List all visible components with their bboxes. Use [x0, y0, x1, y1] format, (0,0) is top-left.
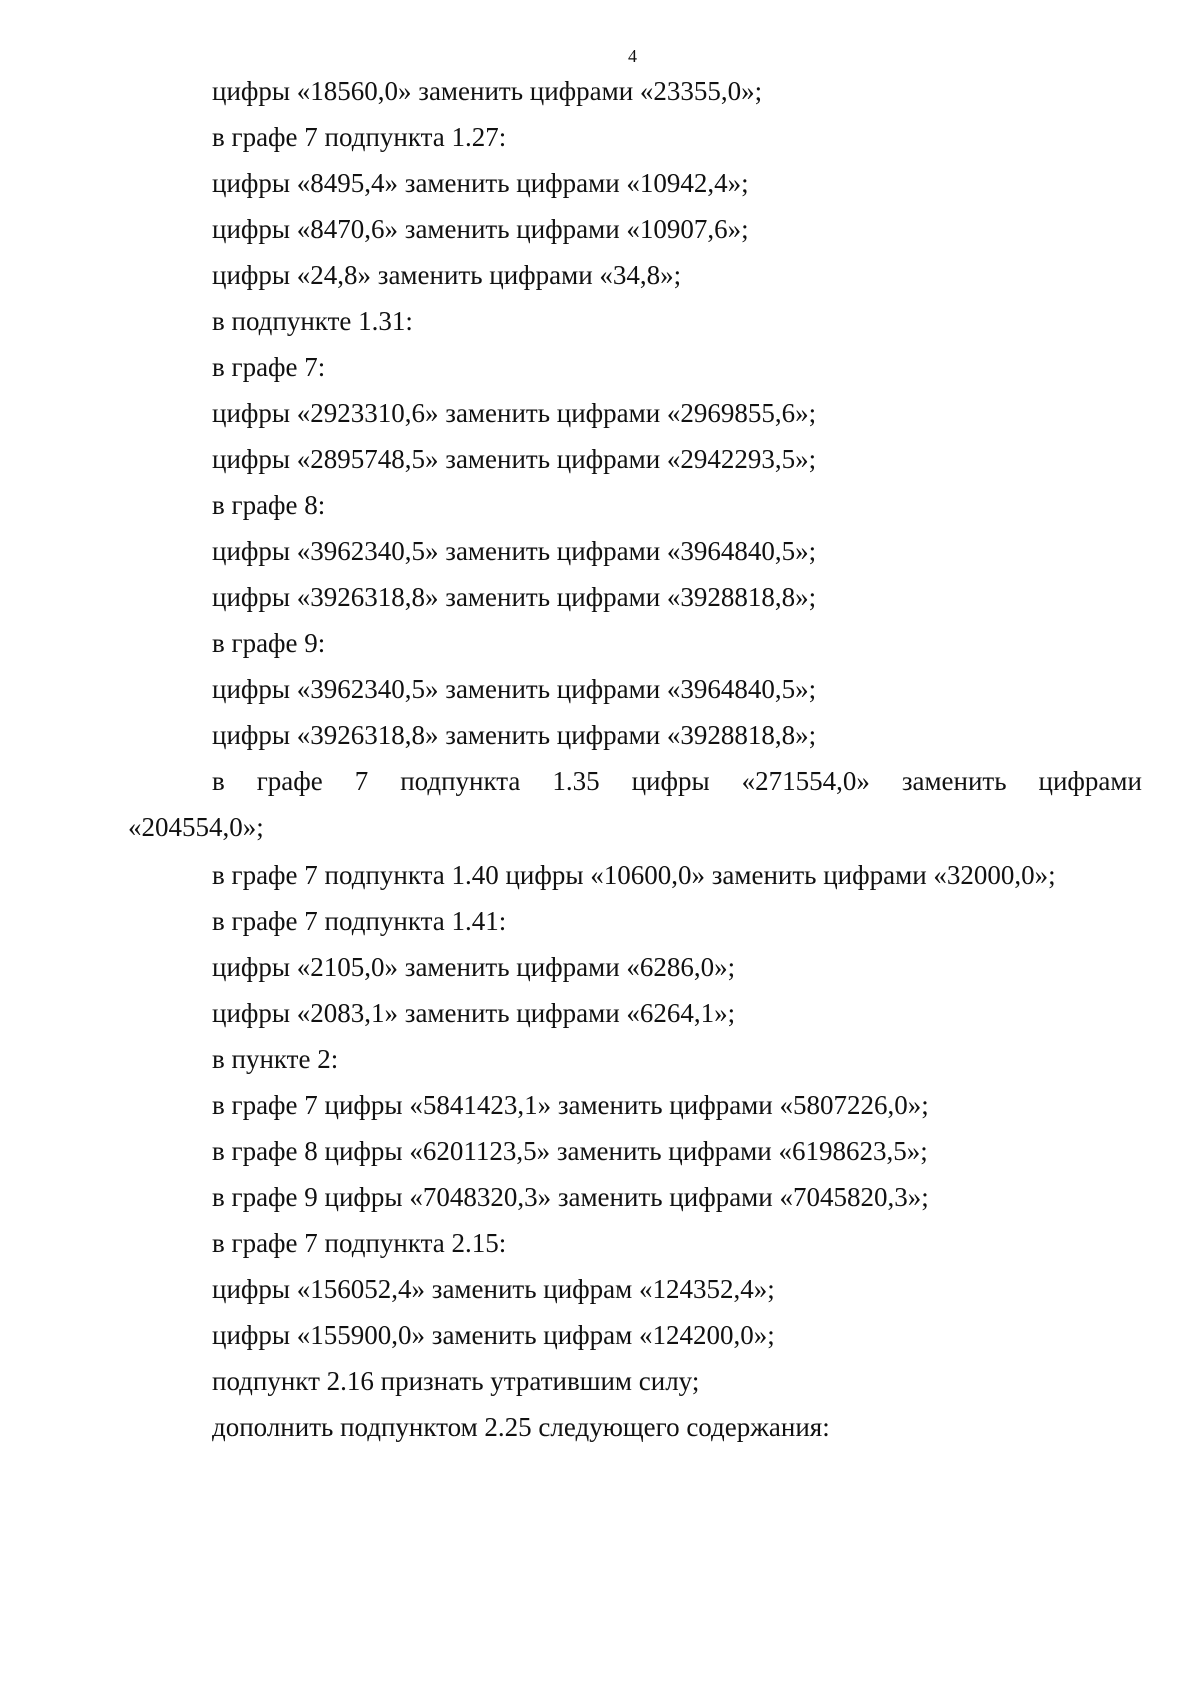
text-line: цифры «155900,0» заменить цифрам «124200,0»;	[212, 1320, 775, 1350]
justified-text-line	[212, 764, 1142, 798]
text-line: цифры «3926318,8» заменить цифрами «3928818,8»;	[212, 720, 817, 750]
word: в	[212, 766, 225, 796]
word: заменить	[901, 766, 1007, 796]
text-line: в графе 7 подпункта 1.41:	[212, 906, 507, 936]
page-number: 4	[628, 46, 637, 66]
text-line: цифры «156052,4» заменить цифрам «124352,4»;	[212, 1274, 775, 1304]
text-line: в графе 7 подпункта 2.15:	[212, 1228, 507, 1258]
text-line: в подпункте 1.31:	[212, 306, 413, 336]
text-line: в пункте 2:	[212, 1044, 339, 1074]
text-line: цифры «8470,6» заменить цифрами «10907,6»;	[212, 214, 749, 244]
text-line: в графе 7 подпункта 1.40 цифры «10600,0» заменить цифрами «32000,0»;	[212, 860, 1056, 890]
text-line: цифры «2923310,6» заменить цифрами «2969855,6»;	[212, 398, 817, 428]
text-line: в графе 9:	[212, 628, 326, 658]
text-line: цифры «24,8» заменить цифрами «34,8»;	[212, 260, 682, 290]
text-line: цифры «2105,0» заменить цифрами «6286,0»;	[212, 952, 736, 982]
text-line: дополнить подпунктом 2.25 следующего содержания:	[212, 1412, 830, 1442]
word: цифрами	[1038, 766, 1142, 796]
text-line: цифры «3962340,5» заменить цифрами «3964840,5»;	[212, 674, 817, 704]
text-line: цифры «3962340,5» заменить цифрами «3964840,5»;	[212, 536, 817, 566]
word: цифры	[631, 766, 710, 796]
word: графе	[256, 766, 323, 796]
text-line: цифры «2895748,5» заменить цифрами «2942293,5»;	[212, 444, 817, 474]
word: подпункта	[400, 766, 521, 796]
word: 7	[354, 766, 369, 796]
text-line: в графе 7 цифры «5841423,1» заменить цифрами «5807226,0»;	[212, 1090, 929, 1120]
text-line: цифры «2083,1» заменить цифрами «6264,1»;	[212, 998, 736, 1028]
text-line: в графе 8:	[212, 490, 326, 520]
text-line: цифры «3926318,8» заменить цифрами «3928818,8»;	[212, 582, 817, 612]
text-line: в графе 7 подпункта 1.27:	[212, 122, 507, 152]
text-line: подпункт 2.16 признать утратившим силу;	[212, 1366, 700, 1396]
word: «271554,0»	[741, 766, 870, 796]
text-line: цифры «8495,4» заменить цифрами «10942,4»;	[212, 168, 749, 198]
word: 1.35	[552, 766, 600, 796]
text-line-continuation: «204554,0»;	[128, 812, 264, 842]
text-line: в графе 9 цифры «7048320,3» заменить цифрами «7045820,3»;	[212, 1182, 929, 1212]
text-line: в графе 7:	[212, 352, 326, 382]
text-line: в графе 8 цифры «6201123,5» заменить цифрами «6198623,5»;	[212, 1136, 928, 1166]
text-line: цифры «18560,0» заменить цифрами «23355,0»;	[212, 76, 763, 106]
